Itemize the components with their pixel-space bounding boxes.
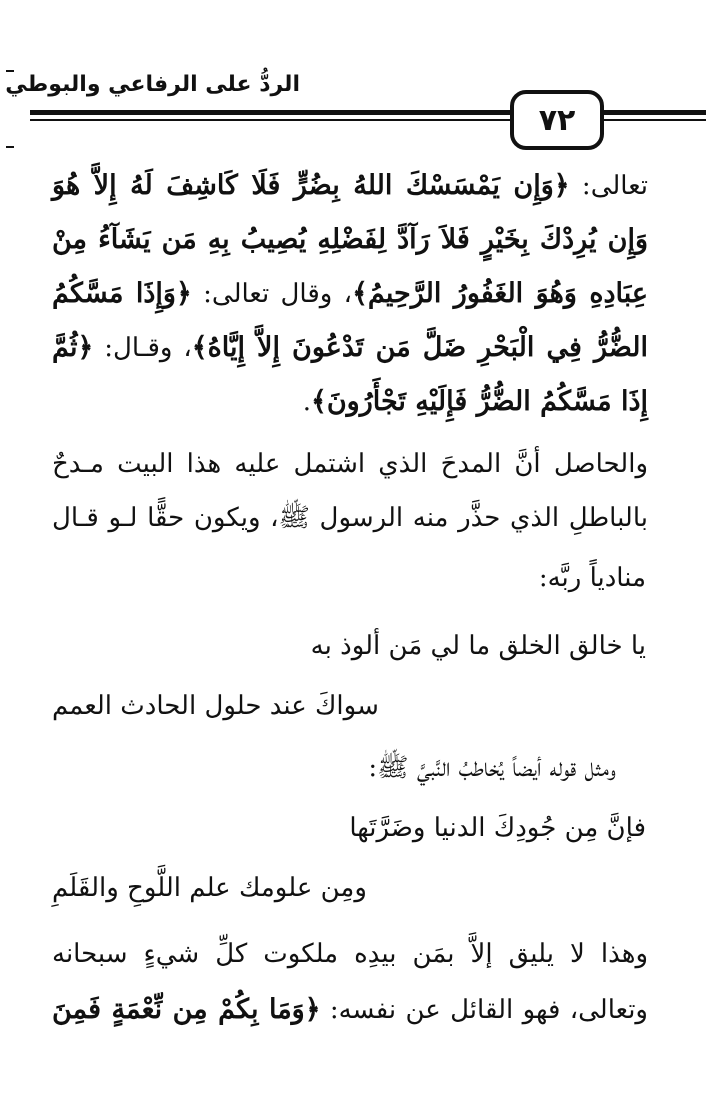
text-line — [52, 376, 648, 428]
text-line: ومثل قوله أيضاً يُخاطبُ النَّبيَّ ﷺ: — [368, 753, 616, 783]
page-number: ٧٢ — [510, 90, 604, 150]
text-line: منادياً ربَّه: — [538, 563, 646, 593]
text-line — [52, 214, 648, 266]
quran-text: وَإِن يُرِدْكَ بِخَيْرٍ فَلاَ رَآدَّ لِفَضْلِهِ يُصِيبُ بِهِ مَن يَشَآءُ مِنْ — [52, 224, 648, 255]
quran-text: ﴿وَمَا بِكُمْ مِن نِّعْمَةٍ فَمِنَ — [52, 994, 321, 1025]
quran-text: عِبَادِهِ وَهُوَ الغَفُورُ الرَّحِيمُ﴾ — [352, 278, 649, 309]
verse-line: فإنَّ مِن جُودِكَ الدنيا وضَرَّتَها — [349, 813, 646, 843]
plain-text: ، وقـال: — [93, 333, 192, 363]
header-rule — [30, 110, 510, 115]
header-rule — [598, 110, 706, 115]
running-title: الردُّ على الرفاعي والبوطي — [5, 72, 300, 97]
text-line — [52, 984, 648, 1036]
text-line — [52, 322, 648, 374]
quran-text: ﴿ثُمَّ — [52, 332, 94, 363]
quran-text: الضُّرُّ فِي الْبَحْرِ ضَلَّ مَن تَدْعُونَ إِلاَّ إِيَّاهُ﴾ — [191, 332, 648, 363]
margin-mark — [6, 146, 14, 148]
text-line: بالباطلِ الذي حذَّر منه الرسول ﷺ، ويكون حقًّا لـو قـال — [52, 503, 648, 533]
text-line: وهذا لا يليق إلاَّ بمَن بيدِه ملكوت كلِّ شيءٍ سبحانه — [52, 939, 648, 969]
text-line: والحاصل أنَّ المدحَ الذي اشتمل عليه هذا البيت مـدحٌ — [52, 449, 648, 479]
verse-line: يا خالق الخلق ما لي مَن ألوذ به — [310, 631, 646, 661]
text-line — [52, 160, 648, 212]
text-line — [52, 268, 648, 320]
header-rule — [598, 119, 706, 121]
header-rule — [30, 119, 510, 121]
quran-text: ﴿وَإِن يَمْسَسْكَ اللهُ بِضُرٍّ فَلَا كَاشِفَ لَهُ إِلاَّ هُوَ — [52, 170, 570, 201]
verse-line: ومِن علومك علم اللَّوحِ والقَلَمِ — [52, 873, 367, 903]
plain-text: وتعالى، فهو القائل عن نفسه: — [320, 995, 648, 1025]
quran-text: إِذَا مَسَّكُمُ الضُّرُّ فَإِلَيْهِ تَجْأَرُونَ﴾ — [311, 386, 648, 417]
verse-line: سواكَ عند حلول الحادث العمم — [52, 691, 379, 721]
plain-text: . — [302, 387, 312, 417]
quran-text: ﴿وَإِذَا مَسَّكُمُ — [52, 278, 192, 309]
plain-text: ، وقال تعالى: — [191, 279, 353, 309]
plain-text: تعالى: — [569, 171, 648, 201]
